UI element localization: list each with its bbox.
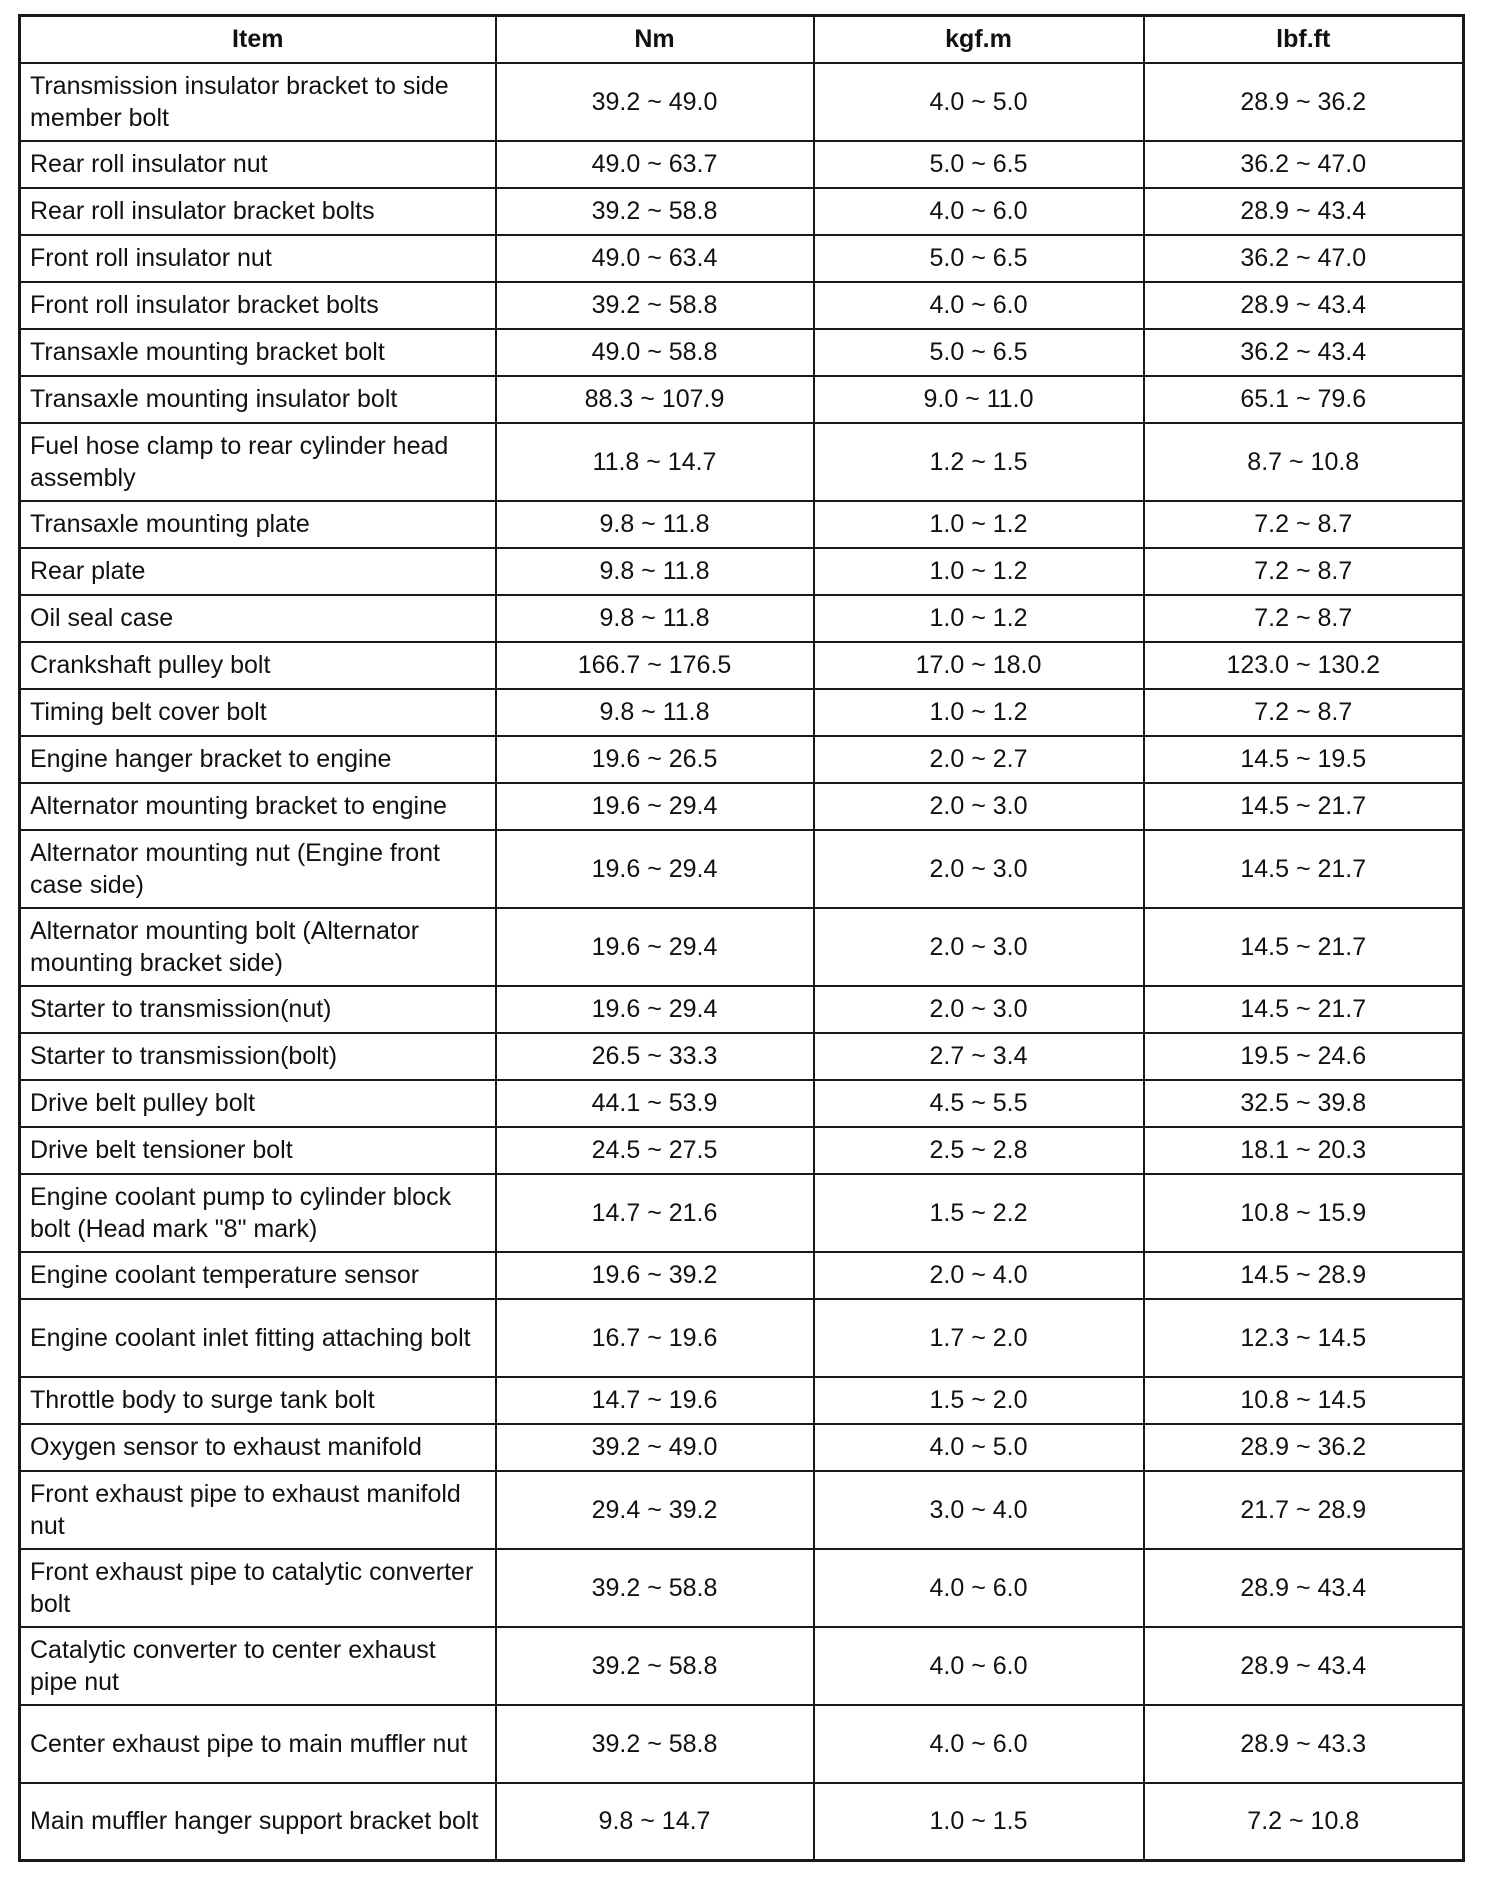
item-cell: Rear roll insulator nut [20,141,496,188]
lbfft-cell: 36.2 ~ 47.0 [1144,235,1464,282]
nm-cell: 19.6 ~ 26.5 [496,736,814,783]
kgfm-cell: 1.0 ~ 1.2 [814,595,1144,642]
kgfm-cell: 17.0 ~ 18.0 [814,642,1144,689]
nm-cell: 19.6 ~ 29.4 [496,830,814,908]
lbfft-cell: 7.2 ~ 8.7 [1144,501,1464,548]
kgfm-cell: 2.0 ~ 3.0 [814,783,1144,830]
nm-cell: 39.2 ~ 58.8 [496,282,814,329]
nm-cell: 9.8 ~ 11.8 [496,548,814,595]
item-cell: Front exhaust pipe to catalytic converter bolt [20,1549,496,1627]
lbfft-cell: 7.2 ~ 10.8 [1144,1783,1464,1861]
nm-cell: 19.6 ~ 29.4 [496,908,814,986]
table-row [20,63,1464,141]
nm-cell: 39.2 ~ 58.8 [496,188,814,235]
table-row [20,235,1464,282]
nm-cell: 9.8 ~ 11.8 [496,689,814,736]
nm-cell: 14.7 ~ 19.6 [496,1377,814,1424]
table-row [20,1127,1464,1174]
kgfm-cell: 3.0 ~ 4.0 [814,1471,1144,1549]
table-row [20,282,1464,329]
nm-cell: 166.7 ~ 176.5 [496,642,814,689]
lbfft-cell: 10.8 ~ 15.9 [1144,1174,1464,1252]
item-cell: Front exhaust pipe to exhaust manifold nut [20,1471,496,1549]
kgfm-cell: 2.0 ~ 3.0 [814,986,1144,1033]
table-row [20,1080,1464,1127]
header-row [20,16,1464,63]
item-cell: Transmission insulator bracket to side member bolt [20,63,496,141]
nm-cell: 19.6 ~ 39.2 [496,1252,814,1299]
nm-cell: 49.0 ~ 63.7 [496,141,814,188]
table-row [20,1299,1464,1377]
kgfm-cell: 4.0 ~ 6.0 [814,1705,1144,1783]
nm-cell: 29.4 ~ 39.2 [496,1471,814,1549]
table-row [20,1377,1464,1424]
kgfm-cell: 2.0 ~ 4.0 [814,1252,1144,1299]
item-cell: Center exhaust pipe to main muffler nut [20,1705,496,1783]
torque-spec-table [18,14,1465,1862]
item-cell: Front roll insulator bracket bolts [20,282,496,329]
lbfft-cell: 12.3 ~ 14.5 [1144,1299,1464,1377]
item-cell: Alternator mounting bolt (Alternator mounting bracket side) [20,908,496,986]
lbfft-cell: 7.2 ~ 8.7 [1144,595,1464,642]
kgfm-cell: 2.0 ~ 3.0 [814,908,1144,986]
nm-cell: 39.2 ~ 58.8 [496,1627,814,1705]
table-row [20,830,1464,908]
item-cell: Transaxle mounting plate [20,501,496,548]
nm-cell: 39.2 ~ 49.0 [496,1424,814,1471]
lbfft-cell: 28.9 ~ 43.3 [1144,1705,1464,1783]
table-row [20,908,1464,986]
kgfm-cell: 4.0 ~ 6.0 [814,1549,1144,1627]
kgfm-cell: 5.0 ~ 6.5 [814,235,1144,282]
item-cell: Engine coolant inlet fitting attaching bolt [20,1299,496,1377]
nm-cell: 39.2 ~ 58.8 [496,1549,814,1627]
table-row [20,736,1464,783]
nm-cell: 9.8 ~ 14.7 [496,1783,814,1861]
lbfft-cell: 14.5 ~ 21.7 [1144,908,1464,986]
nm-cell: 44.1 ~ 53.9 [496,1080,814,1127]
kgfm-cell: 1.7 ~ 2.0 [814,1299,1144,1377]
item-cell: Catalytic converter to center exhaust pipe nut [20,1627,496,1705]
table-row [20,141,1464,188]
kgfm-cell: 4.0 ~ 5.0 [814,1424,1144,1471]
lbfft-cell: 14.5 ~ 19.5 [1144,736,1464,783]
kgfm-cell: 4.0 ~ 6.0 [814,282,1144,329]
lbfft-cell: 123.0 ~ 130.2 [1144,642,1464,689]
item-cell: Throttle body to surge tank bolt [20,1377,496,1424]
lbfft-cell: 19.5 ~ 24.6 [1144,1033,1464,1080]
item-cell: Timing belt cover bolt [20,689,496,736]
kgfm-cell: 2.5 ~ 2.8 [814,1127,1144,1174]
header-nm: Nm [496,16,814,63]
item-cell: Rear roll insulator bracket bolts [20,188,496,235]
lbfft-cell: 21.7 ~ 28.9 [1144,1471,1464,1549]
lbfft-cell: 65.1 ~ 79.6 [1144,376,1464,423]
item-cell: Alternator mounting nut (Engine front case side) [20,830,496,908]
lbfft-cell: 28.9 ~ 43.4 [1144,1549,1464,1627]
kgfm-cell: 2.0 ~ 3.0 [814,830,1144,908]
table-row [20,1471,1464,1549]
item-cell: Transaxle mounting bracket bolt [20,329,496,376]
item-cell: Oil seal case [20,595,496,642]
header-kgfm: kgf.m [814,16,1144,63]
lbfft-cell: 7.2 ~ 8.7 [1144,548,1464,595]
lbfft-cell: 28.9 ~ 43.4 [1144,188,1464,235]
header-item: Item [20,16,496,63]
kgfm-cell: 4.0 ~ 6.0 [814,1627,1144,1705]
lbfft-cell: 14.5 ~ 28.9 [1144,1252,1464,1299]
kgfm-cell: 1.0 ~ 1.2 [814,501,1144,548]
item-cell: Engine hanger bracket to engine [20,736,496,783]
nm-cell: 88.3 ~ 107.9 [496,376,814,423]
nm-cell: 9.8 ~ 11.8 [496,501,814,548]
nm-cell: 19.6 ~ 29.4 [496,783,814,830]
nm-cell: 39.2 ~ 58.8 [496,1705,814,1783]
table-row [20,548,1464,595]
lbfft-cell: 28.9 ~ 36.2 [1144,63,1464,141]
table-row [20,423,1464,501]
lbfft-cell: 14.5 ~ 21.7 [1144,986,1464,1033]
kgfm-cell: 5.0 ~ 6.5 [814,329,1144,376]
table-row [20,1174,1464,1252]
table-body [20,63,1464,1861]
item-cell: Fuel hose clamp to rear cylinder head assembly [20,423,496,501]
lbfft-cell: 14.5 ~ 21.7 [1144,783,1464,830]
kgfm-cell: 9.0 ~ 11.0 [814,376,1144,423]
table-row [20,1627,1464,1705]
nm-cell: 26.5 ~ 33.3 [496,1033,814,1080]
item-cell: Oxygen sensor to exhaust manifold [20,1424,496,1471]
table-row [20,595,1464,642]
nm-cell: 49.0 ~ 63.4 [496,235,814,282]
nm-cell: 9.8 ~ 11.8 [496,595,814,642]
nm-cell: 11.8 ~ 14.7 [496,423,814,501]
item-cell: Alternator mounting bracket to engine [20,783,496,830]
lbfft-cell: 14.5 ~ 21.7 [1144,830,1464,908]
lbfft-cell: 28.9 ~ 36.2 [1144,1424,1464,1471]
table-row [20,642,1464,689]
nm-cell: 16.7 ~ 19.6 [496,1299,814,1377]
item-cell: Rear plate [20,548,496,595]
lbfft-cell: 32.5 ~ 39.8 [1144,1080,1464,1127]
kgfm-cell: 4.0 ~ 6.0 [814,188,1144,235]
nm-cell: 39.2 ~ 49.0 [496,63,814,141]
item-cell: Transaxle mounting insulator bolt [20,376,496,423]
lbfft-cell: 36.2 ~ 43.4 [1144,329,1464,376]
item-cell: Drive belt tensioner bolt [20,1127,496,1174]
table-row [20,783,1464,830]
kgfm-cell: 5.0 ~ 6.5 [814,141,1144,188]
lbfft-cell: 18.1 ~ 20.3 [1144,1127,1464,1174]
lbfft-cell: 28.9 ~ 43.4 [1144,1627,1464,1705]
kgfm-cell: 4.0 ~ 5.0 [814,63,1144,141]
table-row [20,689,1464,736]
item-cell: Main muffler hanger support bracket bolt [20,1783,496,1861]
table-row [20,1783,1464,1861]
kgfm-cell: 2.7 ~ 3.4 [814,1033,1144,1080]
nm-cell: 19.6 ~ 29.4 [496,986,814,1033]
table-row [20,329,1464,376]
table-row [20,376,1464,423]
kgfm-cell: 1.5 ~ 2.0 [814,1377,1144,1424]
kgfm-cell: 4.5 ~ 5.5 [814,1080,1144,1127]
table-row [20,188,1464,235]
nm-cell: 49.0 ~ 58.8 [496,329,814,376]
item-cell: Engine coolant temperature sensor [20,1252,496,1299]
lbfft-cell: 36.2 ~ 47.0 [1144,141,1464,188]
kgfm-cell: 1.0 ~ 1.2 [814,689,1144,736]
kgfm-cell: 1.2 ~ 1.5 [814,423,1144,501]
table-row [20,1033,1464,1080]
header-lbfft: lbf.ft [1144,16,1464,63]
table-row [20,1549,1464,1627]
lbfft-cell: 28.9 ~ 43.4 [1144,282,1464,329]
kgfm-cell: 1.0 ~ 1.5 [814,1783,1144,1861]
table-row [20,501,1464,548]
nm-cell: 14.7 ~ 21.6 [496,1174,814,1252]
kgfm-cell: 1.5 ~ 2.2 [814,1174,1144,1252]
table-row [20,1424,1464,1471]
lbfft-cell: 8.7 ~ 10.8 [1144,423,1464,501]
table-row [20,1705,1464,1783]
item-cell: Engine coolant pump to cylinder block bolt (Head mark "8" mark) [20,1174,496,1252]
kgfm-cell: 1.0 ~ 1.2 [814,548,1144,595]
item-cell: Starter to transmission(bolt) [20,1033,496,1080]
item-cell: Drive belt pulley bolt [20,1080,496,1127]
table-row [20,1252,1464,1299]
table-row [20,986,1464,1033]
item-cell: Crankshaft pulley bolt [20,642,496,689]
lbfft-cell: 7.2 ~ 8.7 [1144,689,1464,736]
item-cell: Starter to transmission(nut) [20,986,496,1033]
lbfft-cell: 10.8 ~ 14.5 [1144,1377,1464,1424]
nm-cell: 24.5 ~ 27.5 [496,1127,814,1174]
kgfm-cell: 2.0 ~ 2.7 [814,736,1144,783]
item-cell: Front roll insulator nut [20,235,496,282]
